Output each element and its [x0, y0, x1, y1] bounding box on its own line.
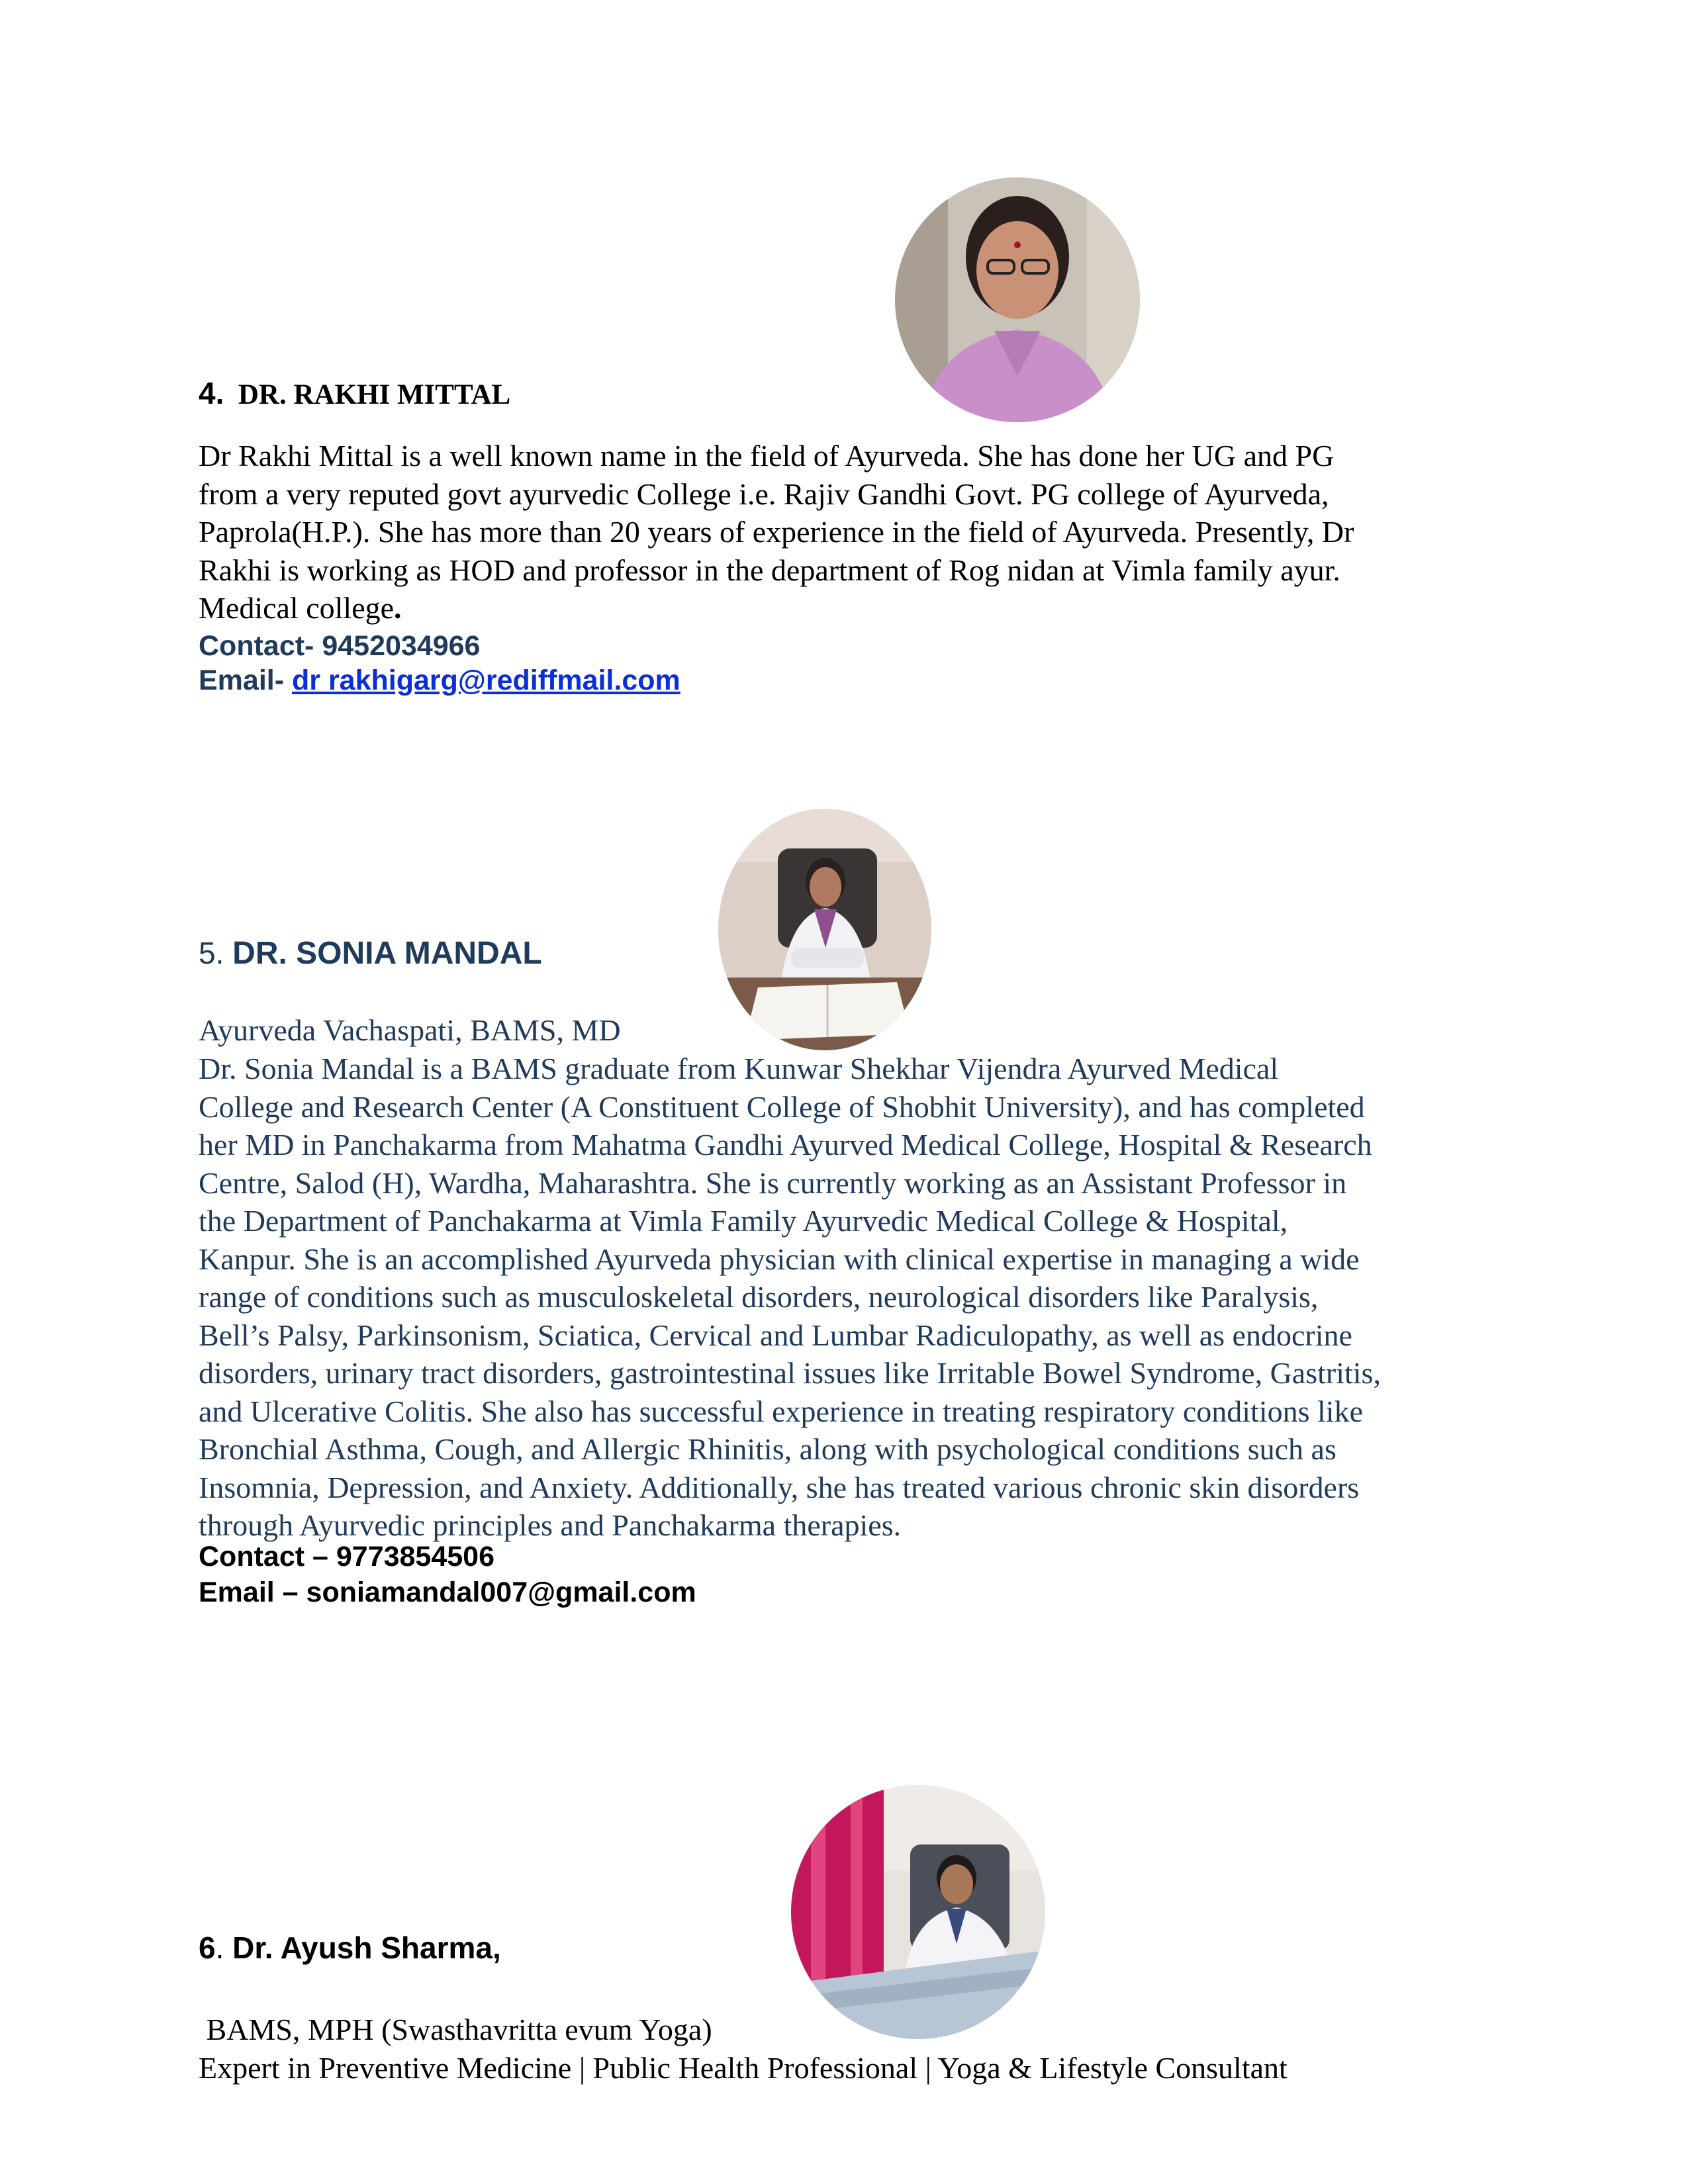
doctor-name: Dr. Ayush Sharma, [232, 1931, 501, 1965]
section-heading [199, 934, 542, 972]
woman-portrait-icon [895, 177, 1140, 422]
email-label: Email- [199, 664, 292, 696]
paragraph-end: . [394, 591, 402, 625]
email-line: Email – soniamandal007@gmail.com [199, 1576, 696, 1608]
contact-label: Contact- [199, 630, 322, 662]
section-number: 6 [199, 1931, 216, 1965]
qualification: Ayurveda Vachaspati, BAMS, MD [199, 1013, 621, 1047]
section-heading [199, 375, 510, 414]
paragraph-line: Bell’s Palsy, Parkinsonism, Sciatica, Cervical and Lumbar Radiculopathy, as well as endocrine [199, 1318, 1352, 1352]
paragraph-line: and Ulcerative Colitis. She also has successful experience in treating respiratory conditions like [199, 1394, 1363, 1428]
paragraph-line [199, 589, 1354, 627]
portrait-rakhi-mittal [895, 177, 1140, 422]
paragraph-line: through Ayurvedic principles and Panchakarma therapies. [199, 1508, 902, 1542]
contact-phone: 9452034966 [322, 630, 481, 662]
paragraph-line: from a very reputed govt ayurvedic College i.e. Rajiv Gandhi Govt. PG college of Ayurveda, [199, 477, 1329, 511]
woman-at-desk-portrait-icon [718, 809, 931, 1050]
doctor-name: DR. RAKHI MITTAL [238, 379, 511, 410]
paragraph-line: Centre, Salod (H), Wardha, Maharashtra. She is currently working as an Assistant Professor in [199, 1165, 1347, 1200]
email-line [199, 663, 680, 698]
man-at-desk-portrait-icon [791, 1785, 1045, 2039]
paragraph-line: Dr. Sonia Mandal is a BAMS graduate from Kunwar Shekhar Vijendra Ayurved Medical [199, 1052, 1279, 1085]
email-link[interactable]: dr rakhigarg@rediffmail.com [292, 664, 680, 696]
paragraph-line: her MD in Panchakarma from Mahatma Gandhi Ayurved Medical College, Hospital & Research [199, 1128, 1372, 1161]
contact-line: Contact – 9773854506 [199, 1541, 495, 1572]
paragraph-line: College and Research Center (A Constituent College of Shobhit University), and has completed [199, 1089, 1365, 1124]
number-separator: . [215, 1931, 233, 1965]
section-number: 5. [199, 936, 233, 970]
paragraph-line: the Department of Panchakarma at Vimla Family Ayurvedic Medical College & Hospital, [199, 1204, 1288, 1238]
bio-paragraph [199, 437, 1354, 627]
paragraph-line: Paprola(H.P.). She has more than 20 years of experience in the field of Ayurveda. Presently, Dr [199, 515, 1354, 549]
paragraph-line-text: Medical college [199, 591, 395, 625]
paragraph-line: range of conditions such as musculoskeletal disorders, neurological disorders like Paralysis, [199, 1280, 1319, 1314]
paragraph-line: Dr Rakhi Mittal is a well known name in the field of Ayurveda. She has done her UG and PG [199, 439, 1335, 473]
paragraph-line: Kanpur. She is an accomplished Ayurveda physician with clinical expertise in managing a wide [199, 1242, 1360, 1276]
bio-paragraph [199, 1050, 1381, 1545]
section-number: 4. [199, 376, 224, 410]
portrait-ayush-sharma [791, 1785, 1045, 2039]
tagline: Expert in Preventive Medicine | Public Health Professional | Yoga & Lifestyle Consultant [199, 2051, 1288, 2085]
contact-line [199, 629, 480, 663]
portrait-sonia-mandal [718, 809, 931, 1050]
paragraph-line: Insomnia, Depression, and Anxiety. Additionally, she has treated various chronic skin disorders [199, 1470, 1360, 1504]
paragraph-line: disorders, urinary tract disorders, gastrointestinal issues like Irritable Bowel Syndrome, Gastritis, [199, 1356, 1381, 1390]
doctor-name: DR. SONIA MANDAL [232, 936, 542, 971]
paragraph-line: Bronchial Asthma, Cough, and Allergic Rhinitis, along with psychological conditions such as [199, 1432, 1336, 1466]
paragraph-line: Rakhi is working as HOD and professor in the department of Rog nidan at Vimla family ayur. [199, 553, 1340, 587]
qualification: BAMS, MPH (Swasthavritta evum Yoga) [199, 2013, 712, 2046]
section-heading [199, 1929, 501, 1967]
